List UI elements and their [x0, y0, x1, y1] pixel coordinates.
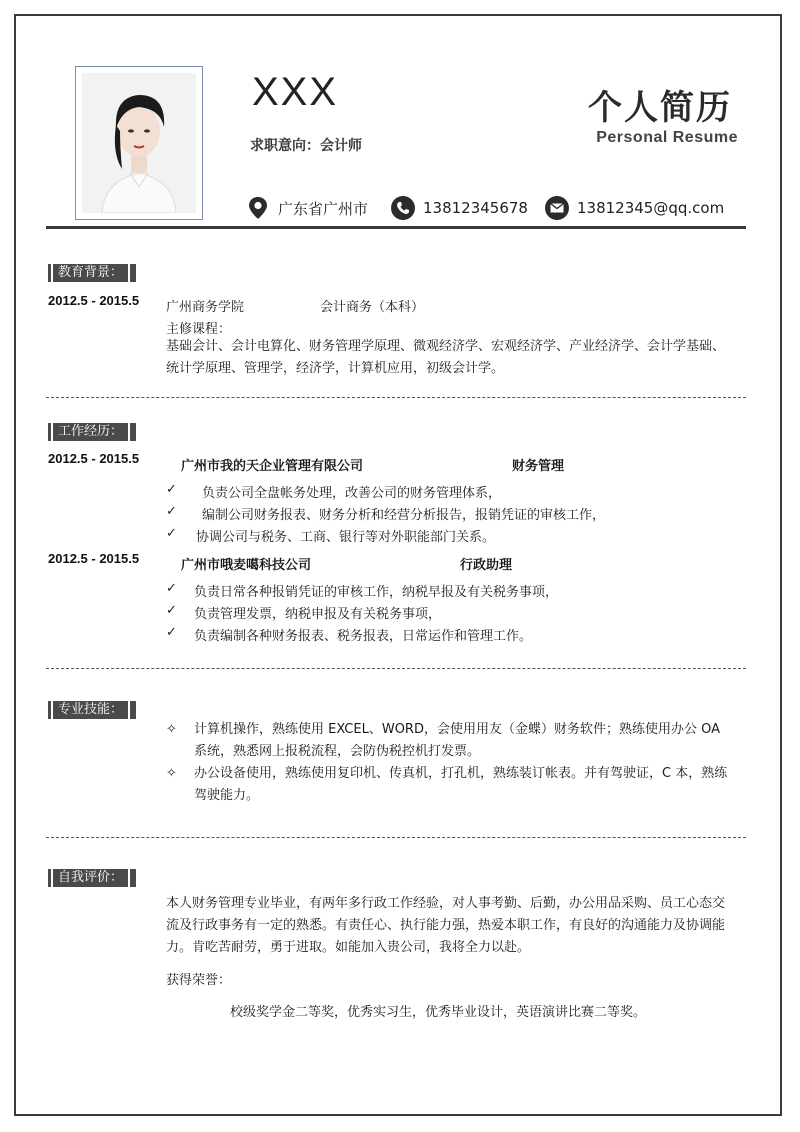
check-icon: ✓	[166, 603, 177, 618]
skill-item: 计算机操作，熟练使用 EXCEL、WORD，会使用用友（金蝶）财务软件；熟练使用办公 OA 系统，熟悉网上报税流程，会防伪税控机打发票。	[194, 722, 720, 759]
section-divider	[46, 668, 746, 669]
candidate-name: XXX	[252, 70, 339, 114]
document-title: 个人简历	[588, 88, 732, 128]
education-school: 广州商务学院	[166, 300, 245, 315]
email-text: 13812345@qq.com	[577, 199, 725, 217]
job-1-duty: 负责公司全盘帐务处理，改善公司的财务管理体系，	[202, 486, 502, 501]
job-2-duty: 负责编制各种财务报表、税务报表，日常运作和管理工作。	[194, 629, 533, 644]
diamond-bullet-icon: ✧	[166, 722, 177, 737]
job-2-company: 广州市哦麦噶科技公司	[181, 558, 312, 573]
section-divider	[46, 397, 746, 398]
self-eval-text: 本人财务管理专业毕业，有两年多行政工作经验，对人事考勤、后勤，办公用品采购、员工心态交流及行政事务有一定的熟悉。有责任心、执行能力强，热爱本职工作，有良好的沟通能力及协调能力。肯吃苦耐劳，勇于进取。如能加入贵公司，我将全力以赴。	[166, 896, 726, 955]
honors-label: 获得荣誉：	[166, 973, 232, 988]
courses-label: 主修课程：	[166, 322, 232, 337]
location-pin-icon	[246, 196, 270, 220]
contact-email	[545, 196, 724, 220]
job-intent: 求职意向：会计师	[250, 138, 362, 154]
document-subtitle: Personal Resume	[596, 129, 738, 146]
job-2-date: 2012.5 - 2015.5	[48, 551, 140, 566]
section-tag-work: 工作经历：	[48, 423, 136, 441]
check-icon: ✓	[166, 581, 177, 596]
contact-location	[246, 196, 368, 220]
envelope-icon	[545, 196, 569, 220]
courses-text: 基础会计、会计电算化、财务管理学原理、微观经济学、宏观经济学、产业经济学、会计学基础、统计学原理、管理学，经济学，计算机应用，初级会计学。	[166, 339, 726, 376]
job-2-role: 行政助理	[460, 558, 513, 573]
skill-item: 办公设备使用，熟练使用复印机、传真机，打孔机，熟练装订帐表。并有驾驶证，C 本，熟练驾驶能力。	[194, 766, 728, 803]
section-divider	[46, 837, 746, 838]
check-icon: ✓	[166, 526, 177, 541]
job-1-role: 财务管理	[512, 459, 565, 474]
portrait-image	[82, 73, 196, 213]
education-date: 2012.5 - 2015.5	[48, 293, 140, 308]
phone-text: 13812345678	[423, 199, 528, 217]
profile-photo	[75, 66, 203, 220]
location-text: 广东省广州市	[278, 199, 369, 218]
job-2-duty: 负责日常各种报销凭证的审核工作，纳税早报及有关税务事项，	[194, 585, 559, 600]
job-1-company: 广州市我的天企业管理有限公司	[181, 459, 364, 474]
phone-icon	[391, 196, 415, 220]
section-tag-education: 教育背景：	[48, 264, 136, 282]
honors-text: 校级奖学金二等奖，优秀实习生，优秀毕业设计，英语演讲比赛二等奖。	[230, 1005, 647, 1020]
job-1-duty: 编制公司财务报表、财务分析和经营分析报告，报销凭证的审核工作，	[202, 508, 606, 523]
check-icon: ✓	[166, 625, 177, 640]
contact-phone	[391, 196, 528, 220]
section-tag-self-eval: 自我评价：	[48, 869, 136, 887]
check-icon: ✓	[166, 504, 177, 519]
job-2-duty: 负责管理发票，纳税申报及有关税务事项，	[194, 607, 442, 622]
section-tag-skills: 专业技能：	[48, 701, 136, 719]
diamond-bullet-icon: ✧	[166, 766, 177, 781]
job-1-duty: 协调公司与税务、工商、银行等对外职能部门关系。	[196, 530, 496, 545]
job-1-date: 2012.5 - 2015.5	[48, 451, 140, 466]
header-rule	[46, 226, 746, 229]
check-icon: ✓	[166, 482, 177, 497]
education-major: 会计商务（本科）	[320, 300, 425, 315]
